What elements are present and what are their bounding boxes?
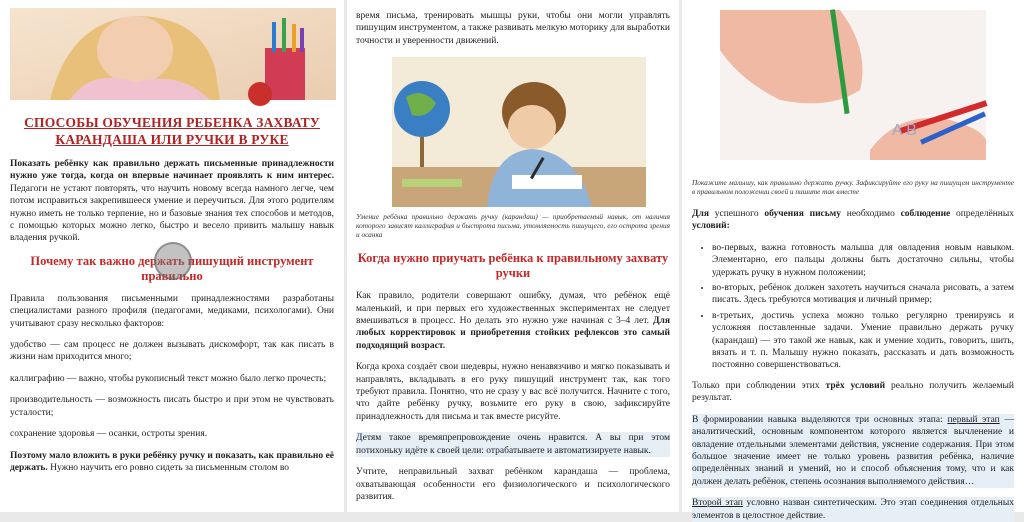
list-item: • во-первых, важна готовность малыша для овладения новым навыком. Элементарно, его пальцы должны быть достаточно сильны, чтобы удержать ручку в нужном положении; (712, 242, 1014, 279)
boy-writing-photo (392, 57, 646, 207)
result-paragraph: Только при соблюдении этих трёх условий реально получить желаемый результат. (692, 380, 1014, 404)
rules-paragraph: Правила пользования письменными принадлежностями разработаны специалистами разного профиля (педагогами, медиками, психологами). Они учитывают сразу несколько факторов: (10, 293, 334, 329)
girl-drawing-photo (10, 8, 336, 100)
stages-paragraph: В формировании навыка выделяются три основных этапа: первый этап — аналитический, основным компонентом которого является вычленение и овладение отдельными элементами действия, уяснение содержания. При этом большое значение имеет не только уровень развития ребёнка, наличие определённых знаний и умений, но и способ объяснения тому, что и как должен делать ребёнок, степень осознания выполняемого действия… (692, 414, 1015, 487)
factor-comfort: удобство — сам процесс не должен вызывать дискомфорт, так как писать в жизни нам приходится много; (10, 340, 334, 363)
section-heading-when: Когда нужно приучать ребёнка к правильному захвату ручки (357, 251, 669, 281)
conclusion-paragraph: Поэтому мало вложить в руки ребёнку ручку и показать, как правильно её держать. Нужно научить его ровно сидеть за письменным столом во (10, 450, 334, 473)
conditions-intro: Для успешного обучения письму необходимо соблюдение определённых условий: (692, 209, 1014, 232)
photo-caption: Умение ребёнка правильно держать ручку (карандаш) — приобретаемый навык, от наличия которого зависят каллиграфия и быстрота письма, утомляемость пишущего, его острота зрения и осанка (356, 212, 670, 240)
right-page (682, 0, 1024, 521)
touch-cursor-indicator (154, 242, 192, 280)
list-item: • во-вторых, ребёнок должен захотеть научиться сначала рисовать, а затем писать. Здесь требуются мотивация и личный пример; (712, 282, 1014, 307)
conditions-list (692, 242, 1014, 372)
middle-page (347, 0, 679, 512)
factor-health: сохранение здоровья — осанки, остроты зрения. (10, 429, 208, 440)
second-stage-paragraph: Второй этап условно назван синтетическим. Это этап соединения отдельных элементов в целостное действие. (692, 498, 1014, 521)
svg-text:A B: A B (892, 122, 917, 139)
warning-paragraph: Учтите, неправильный захват ребёнком карандаша — проблема, охватывающая особенности его физиологического и психологического развития. (356, 467, 670, 502)
article-title: СПОСОБЫ ОБУЧЕНИЯ РЕБЕНКА ЗАХВАТУ КАРАНДАША ИЛИ РУЧКИ В РУКЕ (24, 115, 320, 147)
factor-calligraphy: каллиграфию — важно, чтобы рукописный текст можно было легко прочесть; (10, 373, 327, 384)
photo-caption-right: Покажите малышу, как правильно держать ручку. Зафиксируйте его руку на пишущем инструменте в правильном положении своей и пишите так вместе (692, 178, 1014, 196)
hand-pencil-photo (720, 10, 986, 160)
continued-paragraph: время письма, тренировать мышцы руки, чтобы они могли управлять пишущим инструментом, а также развивать мелкую моторику для выработки точности и уверенности движений. (356, 11, 670, 46)
highlight-paragraph: Детям такое времяпрепровождение очень нравится. А вы при этом потихоньку идёте к своей цели: отрабатываете и автоматизируете навык. (356, 433, 670, 456)
guidance-paragraph: Когда кроха создаёт свои шедевры, нужно ненавязчиво и мягко показывать и направлять, вкладывать в его руку пишущий инструмент так, как того требуют правила. Понятно, что не сразу у вас всё получится. Начните с того, что дайте ребёнку ручку, возьмите его руку в свою, зафиксируйте принадлежность для письма и так вместе рисуйте. (356, 362, 670, 422)
list-item: • в-третьих, достичь успеха можно только регулярно тренируясь и усложняя поставленные задачи. Умение правильно держать ручку (карандаш) — это такой же навык, как и умение ходить, говорить, шить, вязать и т. п. Малышу нужно показать, рассказать и дать возможность постоянно совершенствоваться. (712, 310, 1014, 372)
intro-paragraph: Показать ребёнку как правильно держать письменные принадлежности нужно уже тогда, когда он впервые начинает проявлять к ним интерес. Педагоги не устают повторять, что научить новому всегда намного легче, чем потом исправиться закрепившееся умение и переучиться. Для этого родителям нужно иметь не только терпение, но и базовые знания тех способов и методов, с помощью которых можно легко, быстро и весело привить малышу навык владения ручкой. (10, 159, 334, 244)
factor-productivity: производительность — возможность писать быстро и при этом не чувствовать усталости; (10, 395, 334, 418)
section-heading-why: Почему так важно держать пишущий инструмент правильно (30, 253, 314, 283)
left-page (0, 0, 344, 512)
age-paragraph: Как правило, родители совершают ошибку, думая, что ребёнок ещё маленький, и при первых его художественных экспериментах не следует вмешиваться в процесс. Но делать это нужно уже начиная с 3–4 лет. Для любых корректировок и приобретения стойких рефлексов это самый подходящий возраст. (356, 291, 670, 351)
